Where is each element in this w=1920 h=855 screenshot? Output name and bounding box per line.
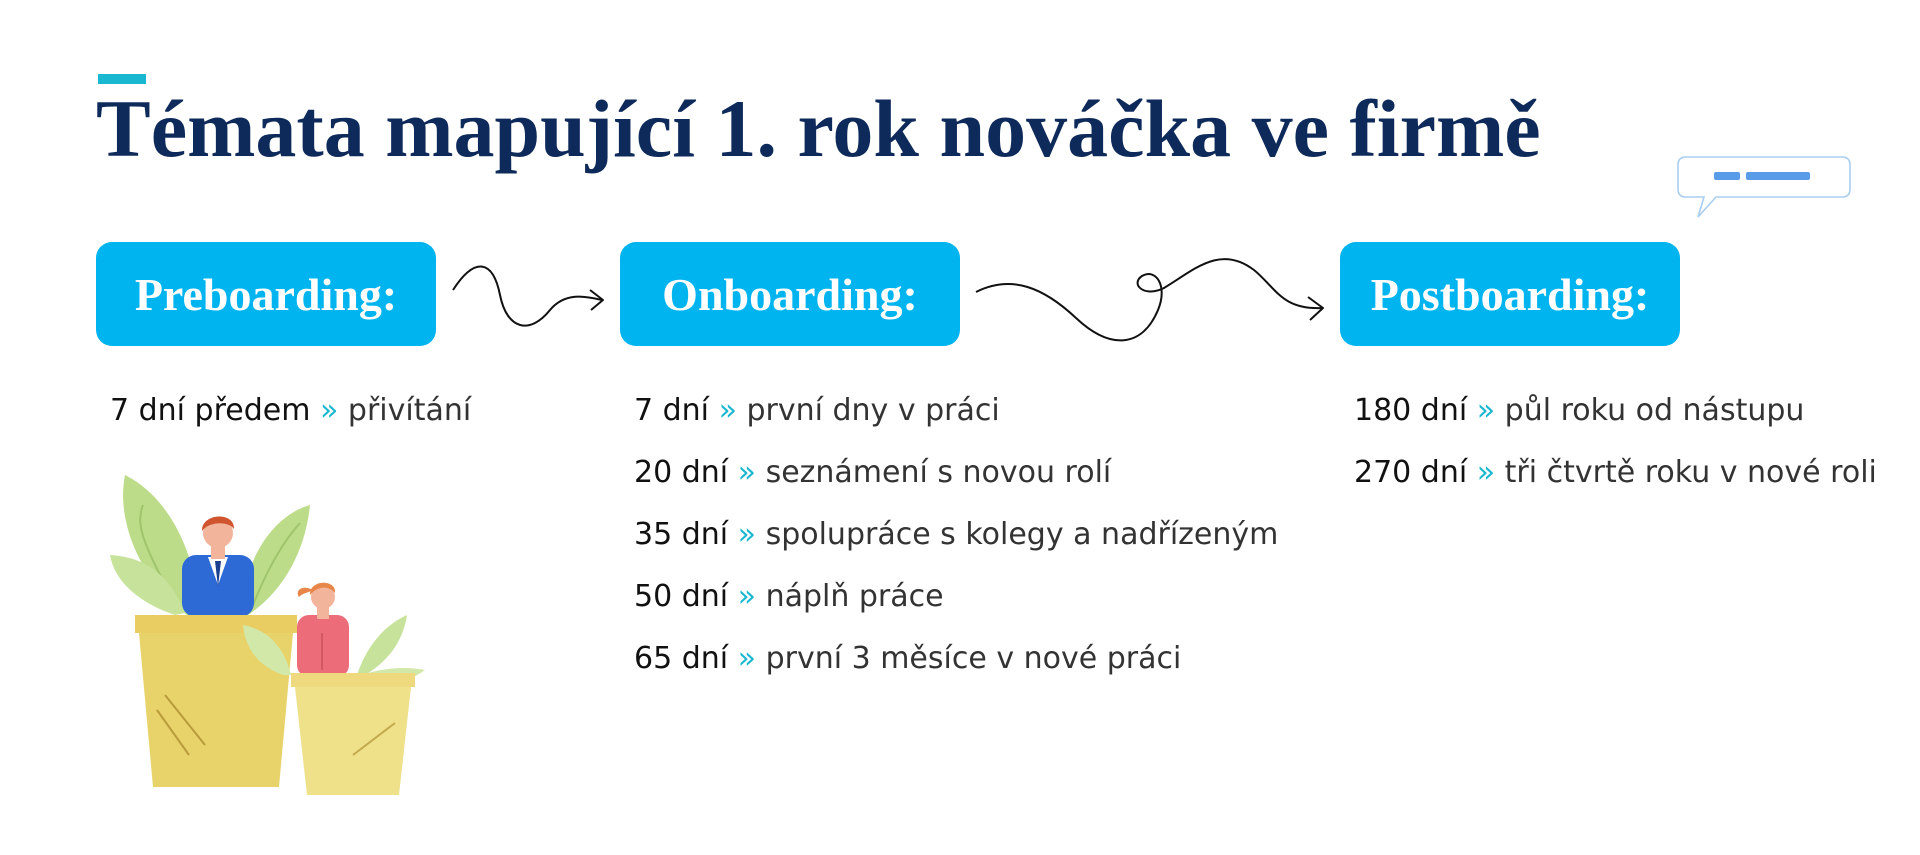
stage-items-preboarding (110, 380, 471, 442)
page-title: Témata mapující 1. rok nováčka ve firmě (96, 83, 1541, 174)
item-description: první 3 měsíce v nové práci (765, 641, 1182, 676)
stage-items-postboarding (1354, 380, 1877, 504)
stage-label-postboarding: Postboarding: (1370, 268, 1650, 320)
list-item (1354, 380, 1877, 442)
item-separator: » (1476, 455, 1496, 490)
stage-box-preboarding (96, 242, 436, 346)
item-days: 50 dní (634, 579, 729, 614)
stage-box-onboarding (620, 242, 960, 346)
list-item (634, 628, 1278, 690)
list-item (634, 380, 1278, 442)
item-separator: » (320, 393, 339, 428)
item-days: 7 dní (634, 393, 710, 428)
speech-bubble-icon (1676, 155, 1852, 221)
item-description: tři čtvrtě roku v nové roli (1504, 455, 1877, 490)
item-separator: » (718, 393, 737, 428)
item-days: 270 dní (1354, 455, 1468, 490)
list-item (634, 566, 1278, 628)
flow-arrow-icon (445, 250, 615, 340)
item-separator: » (737, 579, 757, 614)
item-description: první dny v práci (746, 393, 1000, 428)
item-separator: » (737, 455, 757, 490)
item-description: spolupráce s kolegy a nadřízeným (765, 517, 1279, 552)
stage-items-onboarding (634, 380, 1278, 690)
item-days: 65 dní (634, 641, 729, 676)
stage-label-onboarding: Onboarding: (662, 268, 918, 320)
item-description: půl roku od nástupu (1504, 393, 1805, 428)
item-description: náplň práce (765, 579, 944, 614)
item-days: 7 dní předem (110, 393, 311, 428)
list-item (634, 442, 1278, 504)
stage-label-preboarding: Preboarding: (134, 268, 398, 320)
item-days: 35 dní (634, 517, 729, 552)
item-separator: » (1476, 393, 1496, 428)
item-days: 180 dní (1354, 393, 1468, 428)
list-item (634, 504, 1278, 566)
item-separator: » (737, 641, 757, 676)
stage-box-postboarding (1340, 242, 1680, 346)
item-description: seznámení s novou rolí (765, 455, 1112, 490)
people-in-plant-pots-icon (105, 465, 445, 795)
list-item (1354, 442, 1877, 504)
flow-arrow-icon (972, 248, 1334, 358)
item-description: přivítání (347, 393, 472, 428)
list-item (110, 380, 471, 442)
item-separator: » (737, 517, 757, 552)
item-days: 20 dní (634, 455, 729, 490)
